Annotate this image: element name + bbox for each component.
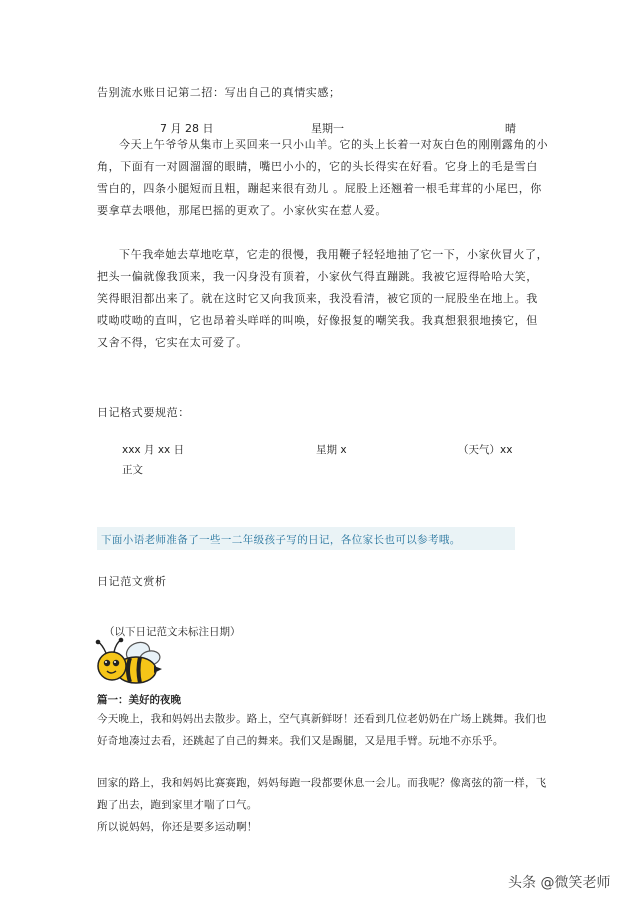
example-diary	[97, 134, 549, 354]
highlight-banner	[97, 527, 515, 550]
article-paragraph: 所以说妈妈，你还是要多运动啊！	[97, 821, 258, 833]
format-title: 日记格式要规范：	[97, 406, 190, 419]
example-paragraph: 下午我牵她去草地吃草，它走的很慢，我用鞭子轻轻地抽了它一下，小家伙冒火了，把头一偏就像我顶来，我一闪身没有顶着，小家伙气得直蹦跳。我被它逗得哈哈大笑，笑得眼泪都出来了。就在这时它又向我顶来，我没看清，被它顶的一屁股坐在地上。我哎呦哎呦的直叫，它也昂着头咩咩的叫唤，好像报复的嘲笑我。我真想狠狠地揍它，但又舍不得，它实在太可爱了。	[97, 248, 549, 349]
diary-weekday: 星期一	[311, 122, 344, 135]
diary-weather: 晴	[505, 122, 516, 135]
article-paragraph: 回家的路上，我和妈妈比赛赛跑，妈妈每跑一段都要休息一会儿。而我呢？像离弦的箭一样，飞跑了出去，跑到家里才喘了口气。	[97, 777, 547, 811]
highlight-text: 下面小语老师准备了一些一二年级孩子写的日记，各位家长也可以参考哦。	[101, 534, 461, 546]
watermark: 头条 @微笑老师	[508, 875, 611, 891]
format-weather: （天气）xx	[458, 444, 513, 456]
format-weekday: 星期 x	[316, 444, 347, 456]
note-text: （以下日记范文未标注日期）	[104, 626, 241, 638]
intro-line: 告别流水账日记第二招：写出自己的真情实感；	[97, 86, 341, 99]
diary-date: 7 月 28 日	[160, 122, 214, 135]
format-body: 正文	[122, 464, 143, 476]
format-date: xxx 月 xx 日	[122, 444, 185, 456]
bee-illustration	[92, 636, 164, 688]
example-paragraph: 今天上午爷爷从集市上买回来一只小山羊。它的头上长着一对灰白色的刚刚露角的小角，下面有一对圆溜溜的眼睛，嘴巴小小的，它的头长得实在好看。它身上的毛是雪白雪白的，四条小腿短而且粗，蹦起来很有劲儿 。屁股上还翘着一根毛茸茸的小尾巴，你要拿草去喂他，那尾巴摇的更欢了。小家伙实在惹人爱。	[97, 138, 549, 217]
article-title: 篇一：美好的夜晚	[97, 694, 181, 706]
section-title: 日记范文赏析	[97, 575, 167, 588]
article-body	[97, 708, 549, 838]
article-paragraph: 今天晚上，我和妈妈出去散步。路上，空气真新鲜呀！还看到几位老奶奶在广场上跳舞。我们也好奇地凑过去看，还跳起了自己的舞来。我们又是踢腿，又是甩手臂。玩地不亦乐乎。	[97, 713, 547, 747]
